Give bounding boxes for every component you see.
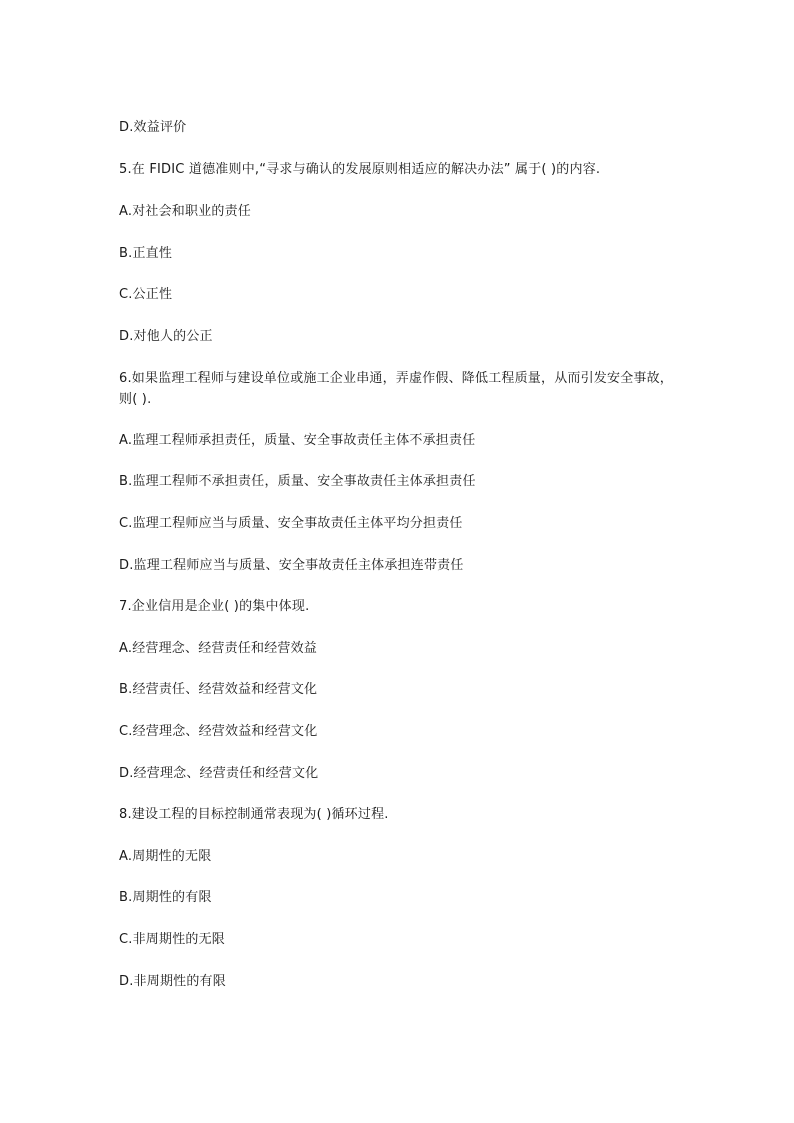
option-7d-text: D.经营理念、经营责任和经营文化 (119, 766, 319, 781)
option-6c-text: C.监理工程师应当与质量、安全事故责任主体平均分担责任 (119, 516, 463, 531)
option-7a-text: A.经营理念、经营责任和经营效益 (119, 641, 317, 656)
option-6b-text: B.监理工程师不承担责任，质量、安全事故责任主体承担责任 (119, 474, 476, 489)
option-8c-text: C.非周期性的无限 (119, 932, 226, 947)
option-7c-text: C.经营理念、经营效益和经营文化 (119, 724, 318, 739)
option-8b-text: B.周期性的有限 (119, 890, 212, 905)
option-6d-text: D.监理工程师应当与质量、安全事故责任主体承担连带责任 (119, 558, 464, 573)
option-7b-text: B.经营责任、经营效益和经营文化 (119, 682, 318, 697)
option-8d-text: D.非周期性的有限 (119, 974, 226, 989)
option-8a-text: A.周期性的无限 (119, 849, 212, 864)
option-5b-text: B.正直性 (119, 246, 173, 261)
option-5a-text: A.对社会和职业的责任 (119, 204, 251, 219)
option-5d-text: D.对他人的公正 (119, 329, 213, 344)
option-5c-text: C.公正性 (119, 287, 173, 302)
question-8-text: 8.建设工程的目标控制通常表现为( )循环过程. (119, 807, 389, 822)
question-6-text: 6.如果监理工程师与建设单位或施工企业串通，弄虚作假、降低工程质量，从而引发安全事故，则( ). (119, 371, 674, 407)
option-6a-text: A.监理工程师承担责任，质量、安全事故责任主体不承担责任 (119, 433, 476, 448)
option-4d-text: D.效益评价 (119, 120, 187, 135)
question-7-text: 7.企业信用是企业( )的集中体现. (119, 599, 310, 614)
question-5-text: 5.在 FIDIC 道德准则中,“寻求与确认的发展原则相适应的解决办法” 属于( )的内容. (119, 162, 601, 177)
